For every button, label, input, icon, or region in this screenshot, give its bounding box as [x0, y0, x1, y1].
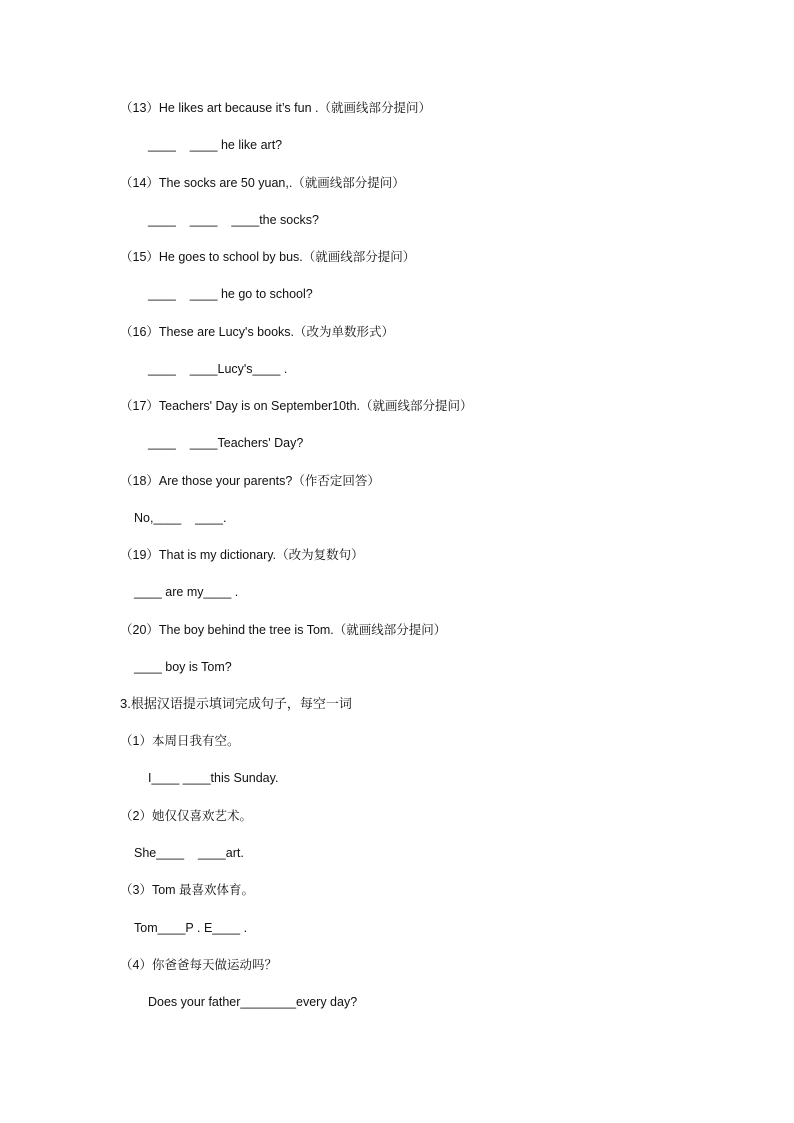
question-18-prompt: （18）Are those your parents?（作否定回答）: [120, 474, 380, 488]
section-3-item-3-prompt: （3）Tom 最喜欢体育。: [120, 883, 255, 897]
section-3-item-2-answer: She____ ____art.: [134, 846, 244, 860]
section-3-item-3-answer: Tom____P . E____ .: [134, 921, 248, 935]
question-14-prompt: （14）The socks are 50 yuan,.（就画线部分提问）: [120, 176, 405, 190]
question-13-answer: ____ ____ he like art?: [148, 138, 283, 152]
question-14-answer: ____ ____ ____the socks?: [148, 213, 319, 227]
question-15-answer: ____ ____ he go to school?: [148, 287, 313, 301]
question-17-answer: ____ ____Teachers' Day?: [148, 436, 304, 450]
section-3-item-4-answer: Does your father________every day?: [148, 995, 358, 1009]
section-3-item-2-prompt: （2）她仅仅喜欢艺术。: [120, 809, 252, 823]
section-3-heading: 3.根据汉语提示填词完成句子，每空一词: [120, 696, 352, 711]
section-3-item-4-prompt: （4）你爸爸每天做运动吗？: [120, 958, 277, 972]
question-13-prompt: （13）He likes art because it’s fun .（就画线部分提问）: [120, 101, 431, 115]
section-3-item-1-answer: I____ ____this Sunday.: [148, 771, 279, 785]
question-18-answer: No,____ ____.: [134, 511, 227, 525]
section-3-item-1-prompt: （1）本周日我有空。: [120, 734, 240, 748]
question-19-answer: ____ are my____ .: [134, 585, 239, 599]
question-20-prompt: （20）The boy behind the tree is Tom.（就画线部分提问）: [120, 623, 447, 637]
question-15-prompt: （15）He goes to school by bus.（就画线部分提问）: [120, 250, 416, 264]
question-16-prompt: （16）These are Lucy's books.（改为单数形式）: [120, 325, 394, 339]
question-19-prompt: （19）That is my dictionary.（改为复数句）: [120, 548, 364, 562]
question-20-answer: ____ boy is Tom?: [134, 660, 232, 674]
question-16-answer: ____ ____Lucy's____ .: [148, 362, 288, 376]
question-17-prompt: （17）Teachers' Day is on September10th.（就画线部分提问）: [120, 399, 473, 413]
